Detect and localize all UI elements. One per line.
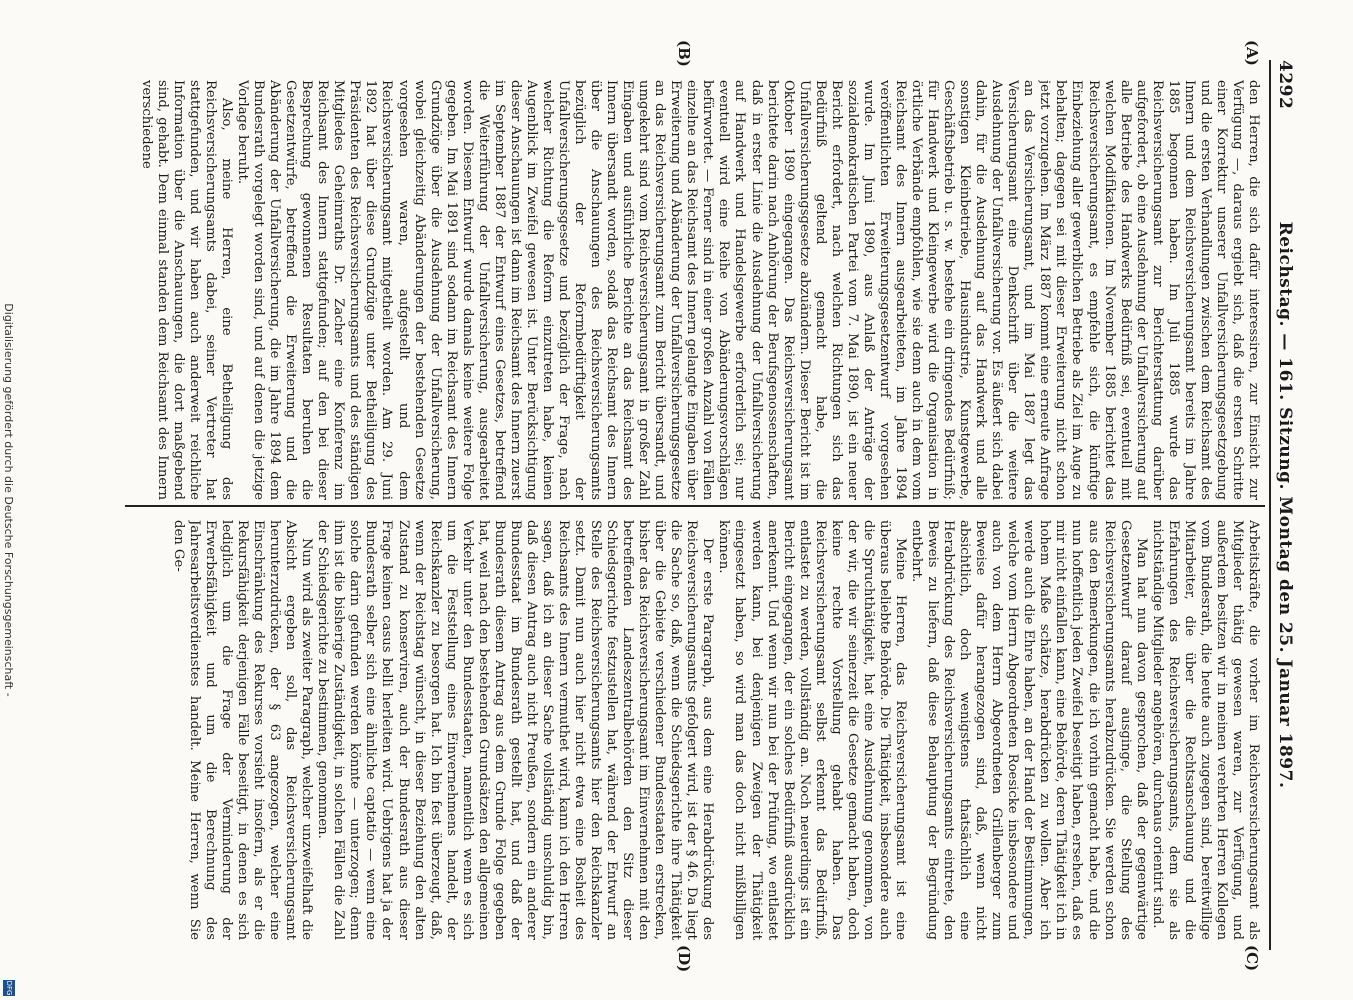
paragraph: Arbeitskräfte, die vorher im Reichsversicherungsamt als Mitglieder thätig gewesen waren, zur Verfügung, und außerdem besitzen wir in meinen verehrten Herren Kollegen vom Bundesrath, die heute auch zugegen sind, bereitwillige Mitarbeiter, die über die Rechtsanschauung und die Erfahrungen des Reichsversicherungsamts, dem sie als nichtständige Mitglieder angehören, durchaus orientirt sind. xyxy=(1149,520,1261,940)
margin-marker-b: (B) xyxy=(675,40,693,67)
paragraph: Meine Herren, das Reichsversicherungsamt ist eine überaus beliebte Behörde. Die Thätigkeit, insbesondere auch die Spruchthätigkeit, hat eine Ausdehnung genommen, von der wir, die wir seinerzeit die Gesetze gemacht haben, doch keine rechte Vorstellung gehabt haben. Das Reichsversicherungsamt selbst erkennt das Bedürfniß, entlastet zu werden, vollständig an. Noch neuerdings ist ein Bericht eingegangen, der ein solches Bedürfniß ausdrücklich anerkennt. Und wenn wir nun bei der Prüfung, wo entlastet werden kann, bei denjenigen Zweigen der Thätigkeit eingesetzt haben, so wird man das doch nicht mißbilligen können. xyxy=(716,520,908,940)
header-rule xyxy=(1269,60,1271,950)
right-text-column xyxy=(121,520,1261,940)
margin-marker-a: (A) xyxy=(1243,40,1261,66)
margin-marker-d: (D) xyxy=(675,945,693,973)
paragraph: Man hat nun davon gesprochen, daß der gegenwärtige Gesetzentwurf darauf ausginge, die Stellung des Reichsversicherungsamts herabzudrücken. Sie werden schon aus den Bemerkungen, die ich vorhin gemacht habe, und die nun hoffentlich jeden Zweifel beseitigt haben, ersehen, daß es mir nicht einfallen kann, eine Behörde, deren Thätigkeit ich in hohem Maße schätze, herabdrücken zu wollen. Aber ich werde auch die Ehre haben, an der Hand der Bestimmungen, welche vom Herrn Abgeordneten Roesicke insbesondere und auch von dem Herrn Abgeordneten Grillenberger zum Beweise dafür herangezogen sind, daß, wenn nicht absichtlich, doch wenigstens thatsächlich eine Herabdrückung des Reichsversicherungsamts eintrete, den Beweis zu liefern, daß diese Behauptung der Begründung entbehrt. xyxy=(909,520,1149,940)
left-text-column xyxy=(121,80,1261,500)
paragraph: Der erste Paragraph, aus dem eine Herabdrückung des Reichsversicherungsamts gefolgert wird, ist der § 46. Da liegt die Sache so, daß, wenn die Schiedsgerichte ihre Thätigkeit über die Gebiete verschiedener Bundesstaaten erstrecken, bisher das Reichsversicherungsamt im Einvernehmen mit den betreffenden Landeszentralbehörden den Sitz dieser Schiedsgerichte festzustellen hat, während der Entwurf an Stelle des Reichsversicherungsamts hier den Reichskanzler setzt. Damit nun auch hier nicht etwa eine Bosheit des Reichsamts des Innern vermuthet wird, kann ich den Herren sagen, daß ich an dieser Sache vollständig unschuldig bin, daß diesen Antrag auch nicht Preußen, sondern ein anderer Bundesstaat im Bundesrath gestellt hat, und daß der Bundesrath diesem Antrag aus dem Grunde Folge gegeben hat, weil nach den bestehenden Grundsätzen den allgemeinen Verkehr unter den Bundesstaaten, namentlich wenn es sich um die Feststellung eines Einvernehmens handelt, der Reichskanzler zu besorgen hat. Ich bin fest überzeugt, daß, wenn der Reichstag wünscht, in dieser Beziehung den alten Zustand zu konserviren, auch der Bundesrath aus dieser Frage keinen casus belli herleiten wird. Uebrigens hat ja der Bundesrath selber sich eine ähnliche captatio — wenn eine solche darin gefunden werden könnte — unterzogen; denn ihm ist die bisherige Zuständigkeit, in solchen Fällen die Zahl der Schiedsgerichte zu bestimmen, genommen. xyxy=(315,520,716,940)
margin-marker-c: (C) xyxy=(1243,945,1261,972)
paragraph: Nun wird als zweiter Paragraph, welcher unzweifelhaft die Absicht ergeben soll, das Reichsversicherungsamt herunterzudrücken, der § 63 angezogen, welcher eine Einschränkung des Rekurses vorsieht insofern, als er die Rekursfähigkeit derjenigen Fälle beseitigt, in denen es sich lediglich um die Frage der Verminderung der Erwerbsfähigkeit und um die Berechnung des Jahresarbeitsverdienstes handelt. Meine Herren, wenn Sie den Ge- xyxy=(170,520,315,940)
page-header xyxy=(1273,60,1295,950)
paragraph: Also, meine Herren, eine Betheiligung des Reichsversicherungsamts dabei, seiner Vertreter hat stattgefunden, und wir haben auch anderweit reichliche Information über die Anschauungen, die dort maßgebend sind, gehabt. Dem einmal standen dem Reichsamt des Innern verschiedene xyxy=(138,80,234,500)
column-divider xyxy=(125,505,1265,507)
dfg-logo: DFG xyxy=(5,980,13,996)
page-number: 4292 xyxy=(1275,60,1295,110)
paragraph: den Herren, die sich dafür interessiren, zur Einsicht zur Verfügung —, daraus ergiebt sich, daß die ersten Schritte einer Korrektur unserer Unfallversicherungsgesetzgebung und die ersten Verhandlungen zwischen dem Reichsamt des Innern und dem Reichsversicherungsamt bereits im Jahre 1885 begonnen haben. Im Juli 1885 wurde das Reichsversicherungsamt zur Berichterstattung darüber aufgefordert, ob eine Ausdehnung der Unfallversicherung auf alle Betriebe des Handwerks Bedürfniß sei, eventuell mit welchen Modifikationen. Im November 1885 berichtet das Reichsversicherungsamt, es empfehle sich, die künftige Einbeziehung aller gewerblichen Betriebe als Ziel im Auge zu behalten; dagegen sei mit dieser Erweiterung nicht schon jetzt vorzugehen. Im März 1887 kommt eine erneute Anfrage an das Versicherungsamt, und im Mai 1887 legt das Versicherungsamt eine Denkschrift über die weitere Ausdehnung der Unfallversicherung vor. Es äußert sich dabei dahin, für die Ausdehnung auf das Handwerk und alle sonstigen Kleinbetriebe, Hausindustrie, Kunstgewerbe, Geschäftsbetrieb u. s. w. bestehe ein dringendes Bedürfniß; für Handwerk und Kleingewerbe wird die Organisation in örtliche Verbände empfohlen, wie sie denn auch in dem vom Reichsamt des Innern ausgearbeiteten, im Jahre 1894 veröffentlichten Erweiterungsgesetzentwurf vorgesehen wurde. Im Juni 1890, aus Anlaß der Anträge der sozialdemokratischen Partei vom 7. Mai 1890, ist ein neuer Bericht erfordert, nach welchen Richtungen sich das Bedürfniß geltend gemacht habe, die Unfallversicherungsgesetze abzuändern. Dieser Bericht ist im Oktober 1890 eingegangen. Das Reichsversicherungsamt berichtete darin nach Anhörung der Berufsgenossenschaften, daß in erster Linie die Ausdehnung der Unfallversicherung auf Handwerk und Handelsgewerbe erforderlich sei; nur eventuell wird eine Reihe von Abänderungsvorschlägen befürwortet. — Ferner sind in einer großen Anzahl von Fällen einzelne an das Reichsamt des Innern gelangte Eingaben über Erweiterung und Abänderung der Unfallversicherungsgesetze an das Reichsversicherungsamt zum Bericht übersandt, und umgekehrt sind vom Reichsversicherungsamt in großer Zahl Eingaben und ausführliche Berichte an das Reichsamt des Innern übersandt worden, sodaß das Reichsamt des Innern über die Anschauungen des Reichsversicherungsamts bezüglich der Reformbedürftigkeit der Unfallversicherungsgesetze und bezüglich der Frage, nach welcher Richtung die Reform einzutreten habe, keinen Augenblick im Zweifel gewesen ist. Unter Berücksichtigung dieser Anschauungen ist dann im Reichsamt des Innern zuerst im September 1887 der Entwurf eines Gesetzes, betreffend die Weiterführung der Unfallversicherung, ausgearbeitet worden. Diesem Entwurf wurde damals keine weitere Folge gegeben. Im Mai 1891 sind sodann im Reichsamt des Innern Grundzüge über die Ausdehnung der Unfallversicherung, wobei gleichzeitig Abänderungen der bestehenden Gesetze vorgesehen waren, aufgestellt und dem Reichsversicherungsamt mitgetheilt worden. Am 29. Juni 1892 hat über diese Grundzüge unter Betheiligung des Präsidenten des Reichsversicherungsamts und des ständigen Mitgliedes Geheimraths Dr. Zacher eine Konferenz im Reichsamt des Innern stattgefunden; auf den bei dieser Besprechung gewonnenen Resultaten beruhen die Gesetzentwürfe, betreffend die Erweiterung und die Abänderung der Unfallversicherung, die im Jahre 1894 dem Bundesrath vorgelegt worden sind, und auf denen die jetzige Vorlage beruht. xyxy=(235,80,1261,500)
session-title: Reichstag. — 161. Sitzung. Montag den 25. Januar 1897. xyxy=(1275,221,1295,789)
digitization-credit: Digitalisierung gefördert durch die Deutsche Forschungsgemeinschaft - xyxy=(2,303,15,697)
